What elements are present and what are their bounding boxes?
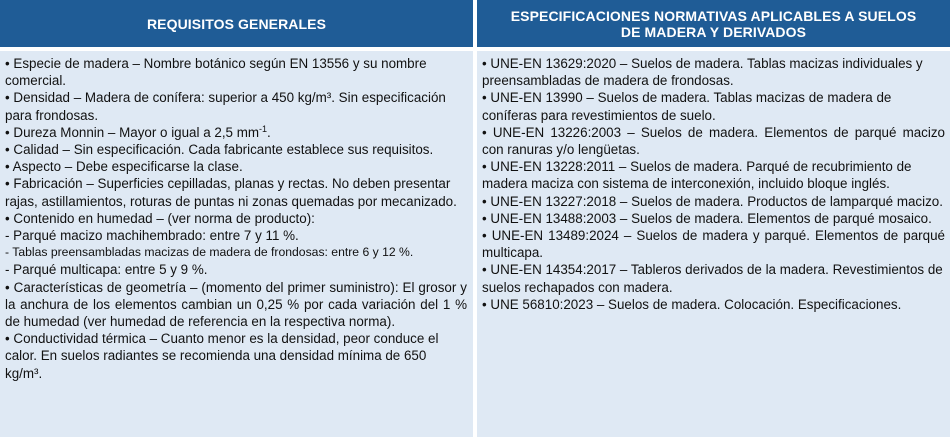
- norm-item: • UNE 56810:2023 – Suelos de madera. Colocación. Especificaciones.: [482, 296, 902, 312]
- norm-item: • UNE-EN 13990 – Suelos de madera. Tablas macizas de madera de coníferas para revestimientos de suelo.: [482, 90, 892, 123]
- header-left-text: REQUISITOS GENERALES: [146, 15, 327, 32]
- norm-item: • UNE-EN 13488:2003 – Suelos de madera. Elementos de parqué mosaico.: [482, 210, 932, 226]
- req-especie: • Especie de madera – Nombre botánico según EN 13556 y su nombre comercial.: [5, 56, 427, 89]
- req-dureza-exponent: -1: [259, 123, 268, 134]
- req-dureza: [5, 124, 467, 141]
- norm-item: • UNE-EN 13227:2018 – Suelos de madera. Productos de lamparqué macizo.: [482, 193, 943, 209]
- req-humedad-sub3: - Parqué multicapa: entre 5 y 9 %.: [5, 262, 208, 278]
- header-right-line2: DE MADERA Y DERIVADOS: [620, 23, 807, 40]
- req-calidad: • Calidad – Sin especificación. Cada fabricante establece sus requisitos.: [5, 142, 434, 158]
- req-dureza-end: .: [267, 124, 271, 140]
- norm-item: • UNE-EN 13629:2020 – Suelos de madera. Tablas macizas individuales y preensambladas de madera de frondosas.: [482, 56, 923, 89]
- req-fabricacion: • Fabricación – Superficies cepilladas, planas y rectas. No deben presentar rajas, astillamientos, roturas de puntas ni zonas quemadas por mecanizado.: [5, 176, 457, 209]
- norm-item: • UNE-EN 14354:2017 – Tableros derivados de la madera. Revestimientos de suelos rechapados con madera.: [482, 262, 943, 295]
- req-humedad-sub1: - Parqué macizo machihembrado: entre 7 y 11 %.: [5, 228, 299, 244]
- norm-item: • UNE-EN 13489:2024 – Suelos de madera y parqué. Elementos de parqué multicapa.: [482, 228, 945, 261]
- header-normative-specifications: [477, 0, 950, 47]
- general-requirements-column: [0, 51, 473, 437]
- req-humedad: • Contenido en humedad – (ver norma de producto):: [5, 210, 315, 226]
- req-dureza-text: • Dureza Monnin – Mayor o igual a 2,5 mm: [5, 124, 260, 140]
- req-conductividad: • Conductividad térmica – Cuanto menor es la densidad, peor conduce el calor. En suelos radiantes se recomienda una densidad mínima de 650 kg/m³.: [5, 331, 439, 381]
- header-general-requirements: [0, 0, 473, 47]
- header-right-line1: ESPECIFICACIONES NORMATIVAS APLICABLES A SUELOS: [510, 7, 917, 24]
- req-humedad-sub2: - Tablas preensambladas macizas de madera de frondosas: entre 6 y 12 %.: [5, 245, 414, 260]
- req-aspecto: • Aspecto – Debe especificarse la clase.: [5, 159, 243, 175]
- column-divider: [473, 0, 477, 437]
- norm-item: • UNE-EN 13226:2003 – Suelos de madera. Elementos de parqué macizo con ranuras y/o lengüetas.: [482, 124, 945, 158]
- req-geometria: • Características de geometría – (momento del primer suministro): El grosor y la anchura de los elementos cambian un 0,25 % por cada variación del 1 % de humedad (ver humedad de referencia en la respectiva norma).: [5, 279, 467, 330]
- header-right-text: [511, 8, 917, 40]
- normative-specifications-column: [477, 51, 950, 437]
- req-densidad: • Densidad – Madera de conífera: superior a 450 kg/m³. Sin especificación para frondosas.: [5, 90, 446, 123]
- norm-item: • UNE-EN 13228:2011 – Suelos de madera. Parqué de recubrimiento de madera maciza con sistema de interconexión, incluido bloque inglés.: [482, 159, 912, 192]
